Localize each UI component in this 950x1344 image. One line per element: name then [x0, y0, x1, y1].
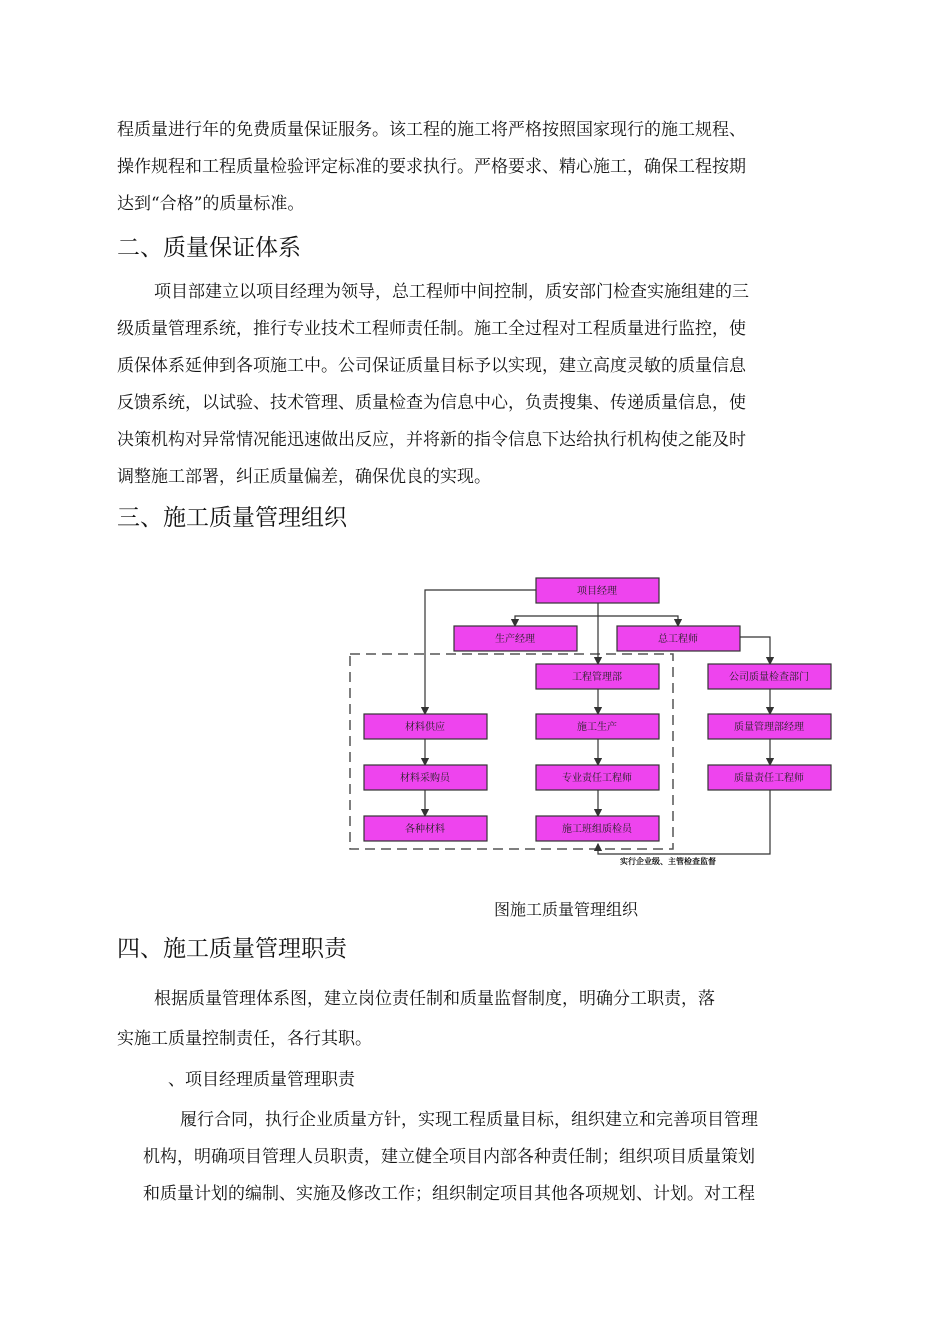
text-line: 机构，明确项目管理人员职责，建立健全项目内部各种责任制；组织项目质量策划 [143, 1147, 755, 1167]
text-line: 反馈系统，以试验、技术管理、质量检查为信息中心，负责搜集、传递质量信息，使 [117, 393, 746, 413]
section-heading-2: 二、质量保证体系 [117, 235, 301, 261]
section-heading-4: 四、施工质量管理职责 [117, 936, 347, 962]
box-label: 专业责任工程师 [562, 773, 632, 784]
box-label: 质量管理部经理 [734, 722, 804, 733]
org-chart-svg [340, 574, 840, 874]
text-line: 决策机构对异常情况能迅速做出反应，并将新的指令信息下达给执行机构使之能及时 [117, 430, 746, 450]
text-line: 项目部建立以项目经理为领导，总工程师中间控制，质安部门检查实施组建的三 [154, 282, 749, 302]
paragraph-quality-system [117, 274, 749, 496]
box-label: 材料供应 [405, 722, 445, 733]
text-line: 履行合同，执行企业质量方针，实现工程质量目标，组织建立和完善项目管理 [180, 1110, 758, 1130]
box-label: 质量责任工程师 [734, 773, 804, 784]
text-line: 根据质量管理体系图，建立岗位责任制和质量监督制度，明确分工职责，落 [154, 989, 715, 1009]
text-line: 操作规程和工程质量检验评定标准的要求执行。严格要求、精心施工，确保工程按期 [117, 157, 746, 177]
box-label: 工程管理部 [572, 672, 622, 683]
org-chart [340, 574, 840, 874]
subheading-pm-duties: 、项目经理质量管理职责 [168, 1070, 355, 1090]
connector-line [425, 590, 536, 714]
box-label: 项目经理 [577, 586, 617, 597]
text-line: 和质量计划的编制、实施及修改工作；组织制定项目其他各项规划、计划。对工程 [143, 1184, 755, 1204]
connector-line [598, 616, 678, 626]
text-line: 质保体系延伸到各项施工中。公司保证质量目标予以实现，建立高度灵敏的质量信息 [117, 356, 746, 376]
box-label: 施工班组质检员 [562, 824, 632, 835]
paragraph-responsibilities [117, 979, 715, 1059]
text-line: 级质量管理系统，推行专业技术工程师责任制。施工全过程对工程质量进行监控，使 [117, 319, 746, 339]
box-label: 施工生产 [577, 722, 617, 733]
box-label: 公司质量检查部门 [729, 672, 809, 683]
text-line: 调整施工部署，纠正质量偏差，确保优良的实现。 [117, 467, 491, 487]
section-heading-3: 三、施工质量管理组织 [117, 505, 347, 531]
box-label: 材料采购员 [400, 773, 450, 784]
paragraph-pm-duties [143, 1102, 758, 1213]
connector-line [740, 637, 770, 664]
connector-line [515, 616, 598, 626]
feedback-note: 实行企业级、主管检查监督 [620, 857, 716, 866]
text-line: 达到“合格”的质量标准。 [117, 194, 305, 214]
box-label: 生产经理 [495, 634, 535, 645]
paragraph-intro [117, 112, 746, 223]
text-line: 实施工质量控制责任，各行其职。 [117, 1029, 372, 1049]
figure-caption: 图施工质量管理组织 [494, 900, 639, 919]
box-label: 各种材料 [405, 824, 445, 835]
box-label: 总工程师 [658, 634, 698, 645]
text-line: 程质量进行年的免费质量保证服务。该工程的施工将严格按照国家现行的施工规程、 [117, 120, 746, 140]
